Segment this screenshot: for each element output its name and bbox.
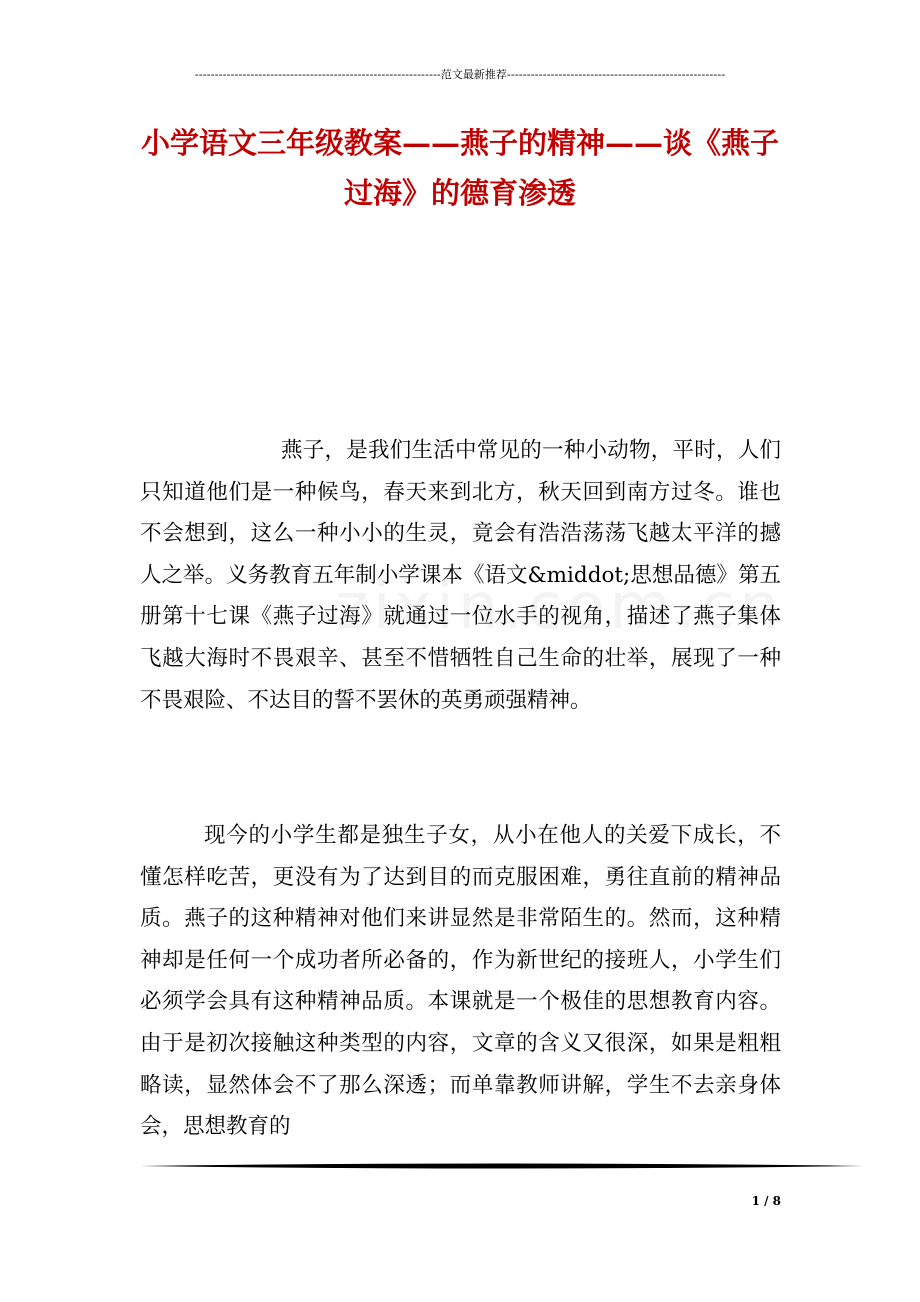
- document-title: 小学语文三年级教案——燕子的精神——谈《燕子过海》的德育渗透: [140, 126, 779, 210]
- paragraph-1: 燕子，是我们生活中常见的一种小动物，平时，人们只知道他们是一种候鸟，春天来到北方，秋天回到南方过冬。谁也不会想到，这么一种小小的生灵，竟会有浩浩荡荡飞越太平洋的撼人之举。义务教育五年制小学课本《语文&middot;思想品德》第五册第十七课《燕子过海》就通过一位水手的视角，描述了燕子集体飞越大海时不畏艰辛、甚至不惜牺牲自己生命的壮举，展现了一种不畏艰险、不达目的誓不罢休的英勇顽强精神。: [140, 438, 781, 713]
- page-number: 1 / 8: [751, 1194, 781, 1208]
- body-section-2: [140, 815, 781, 1148]
- paragraph-2: 现今的小学生都是独生子女，从小在他人的关爱下成长，不懂怎样吃苦，更没有为了达到目的而克服困难，勇往直前的精神品质。燕子的这种精神对他们来讲显然是非常陌生的。然而，这种精神却是任何一个成功者所必备的，作为新世纪的接班人，小学生们必须学会具有这种精神品质。本课就是一个极佳的思想教育内容。由于是初次接触这种类型的内容，文章的含义又很深，如果是粗粗略读，显然体会不了那么深透；而单靠教师讲解，学生不去亲身体会，思想教育的: [140, 823, 781, 1140]
- body-section-1: [140, 430, 781, 721]
- header-banner: --------------------------------------------------------------范文最新推荐-------------------------------------------------------: [194, 68, 726, 81]
- footer-divider: [140, 1161, 863, 1171]
